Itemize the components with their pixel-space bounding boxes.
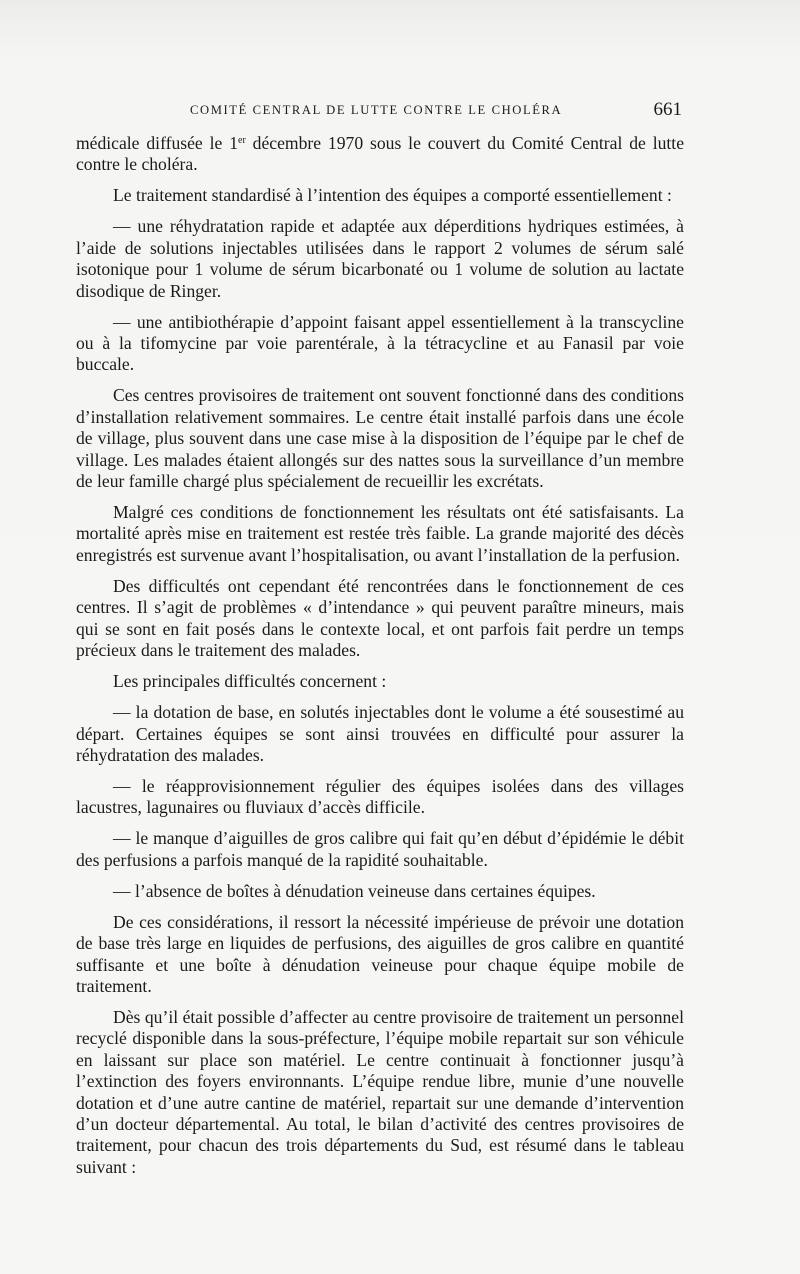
paragraph-main-difficulties: Les principales difficultés concernent :	[113, 671, 387, 692]
paragraph-1	[76, 133, 684, 176]
paragraph-centres: Ces centres provisoires de traitement ont souvent fonctionné dans des conditions d’installation relativement sommaires. Le centre était installé parfois dans une école de village, plus souvent dans une case mise à la disposition de l’équipe par le chef de village. Les malades étaient allongés sur des nattes sous la surveillance d’un membre de leur famille chargé plus spécialement de recueillir les excrétats.	[76, 385, 684, 492]
list-item-needles: — le manque d’aiguilles de gros calibre qui fait qu’en début d’épidémie le débit des perfusions a parfois manqué de la rapidité souhaitable.	[76, 828, 684, 870]
list-item-rehydration: — une réhydratation rapide et adaptée aux déperditions hydriques estimées, à l’aide de solutions injectables utilisées dans le rapport 2 volumes de sérum salé isotonique pour 1 volume de sérum bicarbonaté ou 1 volume de solution au lactate disodique de Ringer.	[76, 216, 684, 301]
list-item-dotation: — la dotation de base, en solutés injectables dont le volume a été sousestimé au départ. Certaines équipes se sont ainsi trouvées en difficulté pour assurer la réhydratation des malades.	[76, 702, 684, 765]
paragraph-considerations: De ces considérations, il ressort la nécessité impérieuse de prévoir une dotation de base très large en liquides de perfusions, des aiguilles de gros calibre en quantité suffisante et une boîte à dénudation veineuse pour chaque équipe mobile de traitement.	[76, 911, 684, 996]
running-title: COMITÉ CENTRAL DE LUTTE CONTRE LE CHOLÉRA	[190, 103, 563, 117]
paragraph-1-text-cont: décembre 1970 sous le couvert du Comité Central de lutte contre le choléra.	[76, 133, 685, 175]
paragraph-2: Le traitement standardisé à l’intention des équipes a comporté essentiellement :	[113, 185, 672, 206]
body-text	[76, 133, 684, 1188]
list-item-boxes: — l’absence de boîtes à dénudation veineuse dans certaines équipes.	[113, 880, 596, 901]
paragraph-1-text: médicale diffusée le 1	[76, 133, 238, 153]
list-item-resupply: — le réapprovisionnement régulier des équipes isolées dans des villages lacustres, lagunaires ou fluviaux d’accès difficile.	[76, 775, 684, 818]
paragraph-activity: Dès qu’il était possible d’affecter au centre provisoire de traitement un personnel recyclé disponible dans la sous-préfecture, l’équipe mobile repartait sur son véhicule en laissant sur place son matériel. Le centre continuait à fonctionner jusqu’à l’extinction des foyers environnants. L’équipe rendue libre, munie d’une nouvelle dotation et d’une autre cantine de matériel, repartait sur une demande d’intervention d’un docteur départemental. Au total, le bilan d’activité des centres provisoires de traitement, pour chacun des trois départements du Sud, est résumé dans le tableau suivant :	[76, 1006, 684, 1177]
page-number: 661	[653, 99, 682, 120]
paragraph-results: Malgré ces conditions de fonctionnement les résultats ont été satisfaisants. La mortalité après mise en traitement est restée très faible. La grande majorité des décès enregistrés est survenue avant l’hospitalisation, ou avant l’installation de la perfusion.	[76, 502, 684, 565]
paragraph-difficulties: Des difficultés ont cependant été rencontrées dans le fonctionnement de ces centres. Il s’agit de problèmes « d’intendance » qui peuvent paraître mineurs, mais qui se sont en fait posés dans le contexte local, et ont parfois fait perdre un temps précieux dans le traitement des malades.	[76, 575, 684, 661]
page-header	[76, 99, 684, 127]
ordinal-superscript: er	[238, 135, 246, 146]
list-item-antibiotherapy: — une antibiothérapie d’appoint faisant appel essentiellement à la transcycline ou à la tifomycine par voie parentérale, à la tétracycline et au Fanasil par voie buccale.	[76, 311, 684, 375]
